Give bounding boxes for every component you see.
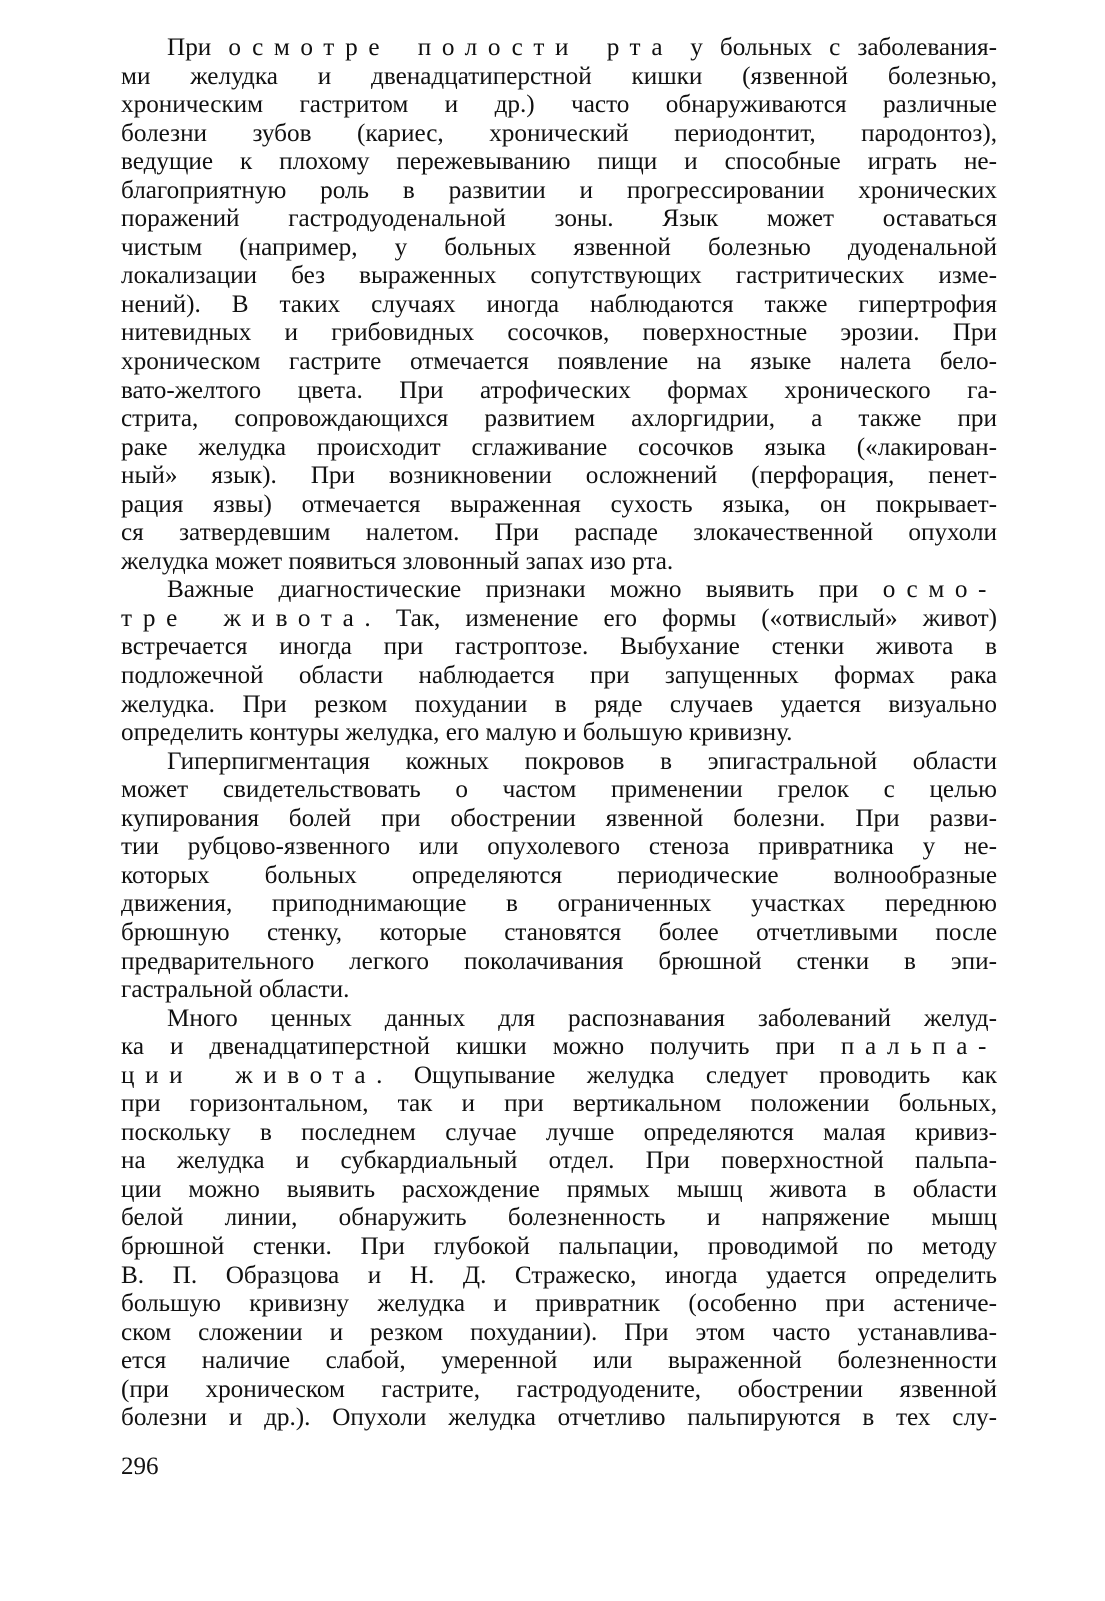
text-line: [121, 748, 997, 777]
text-line: [121, 548, 997, 577]
text-run: ется наличие слабой, умеренной или выраженной болезненности: [121, 1347, 997, 1375]
text-run: желудка. При резком похудании в ряде случаев удается визуально: [121, 690, 997, 718]
text-run: движения, приподнимающие в ограниченных участках переднюю: [121, 890, 997, 918]
text-line: [121, 1204, 997, 1233]
text-run: у больных с заболевания-: [673, 34, 997, 61]
text-run: определить контуры желудка, его малую и большую кривизну.: [121, 719, 793, 747]
paragraph: [121, 34, 997, 576]
text-line: [121, 1147, 997, 1176]
text-line: [121, 1319, 997, 1348]
text-line: [121, 1176, 997, 1205]
paragraph: [121, 748, 997, 1005]
spaced-emphasis: пальпа-: [840, 1033, 997, 1061]
text-line: [121, 291, 997, 320]
spaced-emphasis: осмотре полости рта: [228, 34, 674, 61]
text-run: ся затвердевшим налетом. При распаде злокачественной опухоли: [121, 519, 997, 547]
text-line: [121, 1290, 997, 1319]
text-run: купирования болей при обострении язвенной болезни. При разви-: [121, 804, 997, 832]
text-run: поражений гастродуоденальной зоны. Язык может оставаться: [121, 205, 997, 233]
text-line: [121, 719, 997, 748]
text-line: [121, 148, 997, 177]
text-line: [121, 234, 997, 263]
text-line: [121, 405, 997, 434]
text-line: [121, 63, 997, 92]
text-line: [121, 1404, 997, 1433]
text-line: [121, 890, 997, 919]
text-run: Гиперпигментация кожных покровов в эпигастральной области: [167, 747, 997, 775]
text-run: чистым (например, у больных язвенной болезнью дуоденальной: [121, 233, 997, 261]
text-run: стрита, сопровождающихся развитием ахлоргидрии, а также при: [121, 405, 997, 433]
text-line: [121, 833, 997, 862]
text-line: [121, 91, 997, 120]
text-run: . Так, изменение его формы («отвислый» живот): [364, 604, 997, 632]
text-run: на желудка и субкардиальный отдел. При поверхностной пальпа-: [121, 1147, 997, 1175]
text-line: [121, 34, 997, 63]
text-line: [121, 633, 997, 662]
paragraph: [121, 1005, 997, 1433]
text-run: Много ценных данных для распознавания заболеваний желуд-: [167, 1004, 997, 1032]
text-line: [121, 1119, 997, 1148]
text-line: [121, 434, 997, 463]
text-run: желудка может появиться зловонный запах изо рта.: [121, 547, 674, 575]
text-run: ведущие к плохому пережевыванию пищи и способные играть не-: [121, 148, 997, 176]
text-run: предварительного легкого поколачивания брюшной стенки в эпи-: [121, 947, 997, 975]
text-line: [121, 691, 997, 720]
text-run: вато-желтого цвета. При атрофических формах хронического га-: [121, 376, 997, 404]
text-run: нений). В таких случаях иногда наблюдаются также гипертрофия: [121, 290, 997, 318]
paragraph: [121, 576, 997, 747]
text-line: [121, 948, 997, 977]
spaced-emphasis: осмо-: [882, 576, 997, 604]
spaced-emphasis: тре живота: [121, 604, 365, 632]
text-run: болезни и др.). Опухоли желудка отчетливо пальпируются в тех слу-: [121, 1404, 997, 1432]
text-run: ный» язык). При возникновении осложнений (перфорация, пенет-: [121, 462, 997, 490]
text-run: . Ощупывание желудка следует проводить как: [376, 1061, 997, 1089]
text-run: хроническом гастрите отмечается появление на языке налета бело-: [121, 348, 997, 376]
text-run: встречается иногда при гастроптозе. Выбухание стенки живота в: [121, 633, 997, 661]
text-run: поскольку в последнем случае лучше определяются малая кривиз-: [121, 1118, 997, 1146]
text-line: [121, 605, 997, 634]
text-run: хроническим гастритом и др.) часто обнаруживаются различные: [121, 91, 997, 119]
text-line: [121, 205, 997, 234]
page-number: 296: [121, 1453, 159, 1480]
text-run: ми желудка и двенадцатиперстной кишки (язвенной болезнью,: [121, 62, 997, 90]
text-run: тии рубцово-язвенного или опухолевого стеноза привратника у не-: [121, 833, 997, 861]
text-run: подложечной области наблюдается при запущенных формах рака: [121, 662, 997, 690]
text-run: ка и двенадцатиперстной кишки можно получить при: [121, 1033, 841, 1061]
text-run: при горизонтальном, так и при вертикальном положении больных,: [121, 1090, 997, 1118]
text-run: ском сложении и резком похудании). При этом часто устанавлива-: [121, 1318, 997, 1346]
text-run: брюшную стенку, которые становятся более отчетливыми после: [121, 918, 997, 946]
text-run: раке желудка происходит сглаживание сосочков языка («лакирован-: [121, 433, 997, 461]
text-line: [121, 1347, 997, 1376]
text-line: [121, 319, 997, 348]
text-line: [121, 805, 997, 834]
text-line: [121, 776, 997, 805]
text-run: большую кривизну желудка и привратник (особенно при астениче-: [121, 1290, 997, 1318]
text-line: [121, 1262, 997, 1291]
text-line: [121, 862, 997, 891]
text-run: гастральной области.: [121, 976, 350, 1004]
book-page: [121, 34, 997, 1574]
text-line: [121, 1062, 997, 1091]
text-line: [121, 262, 997, 291]
text-line: [121, 1033, 997, 1062]
text-line: [121, 120, 997, 149]
text-run: локализации без выраженных сопутствующих гастритических изме-: [121, 262, 997, 290]
text-run: брюшной стенки. При глубокой пальпации, проводимой по методу: [121, 1232, 997, 1260]
text-run: может свидетельствовать о частом применении грелок с целью: [121, 776, 997, 804]
text-run: нитевидных и грибовидных сосочков, поверхностные эрозии. При: [121, 319, 997, 347]
text-line: [121, 1005, 997, 1034]
text-run: В. П. Образцова и Н. Д. Стражеско, иногда удается определить: [121, 1261, 997, 1289]
text-run: благоприятную роль в развитии и прогрессировании хронических: [121, 176, 997, 204]
text-run: болезни зубов (кариес, хронический периодонтит, пародонтоз),: [121, 119, 997, 147]
text-line: [121, 1090, 997, 1119]
spaced-emphasis: ции живота: [121, 1061, 377, 1089]
text-line: [121, 919, 997, 948]
text-line: [121, 462, 997, 491]
body-text: [121, 34, 997, 1433]
text-run: белой линии, обнаружить болезненность и напряжение мышц: [121, 1204, 997, 1232]
text-run: Важные диагностические признаки можно выявить при: [167, 576, 883, 604]
text-run: (при хроническом гастрите, гастродуодените, обострении язвенной: [121, 1375, 997, 1403]
text-line: [121, 377, 997, 406]
text-run: При: [167, 34, 229, 61]
text-line: [121, 976, 997, 1005]
text-line: [121, 177, 997, 206]
text-run: ции можно выявить расхождение прямых мышц живота в области: [121, 1175, 997, 1203]
text-line: [121, 348, 997, 377]
text-run: которых больных определяются периодические волнообразные: [121, 861, 997, 889]
text-line: [121, 519, 997, 548]
text-line: [121, 1233, 997, 1262]
text-line: [121, 662, 997, 691]
text-line: [121, 1376, 997, 1405]
text-run: рация язвы) отмечается выраженная сухость языка, он покрывает-: [121, 490, 997, 518]
text-line: [121, 491, 997, 520]
text-line: [121, 576, 997, 605]
